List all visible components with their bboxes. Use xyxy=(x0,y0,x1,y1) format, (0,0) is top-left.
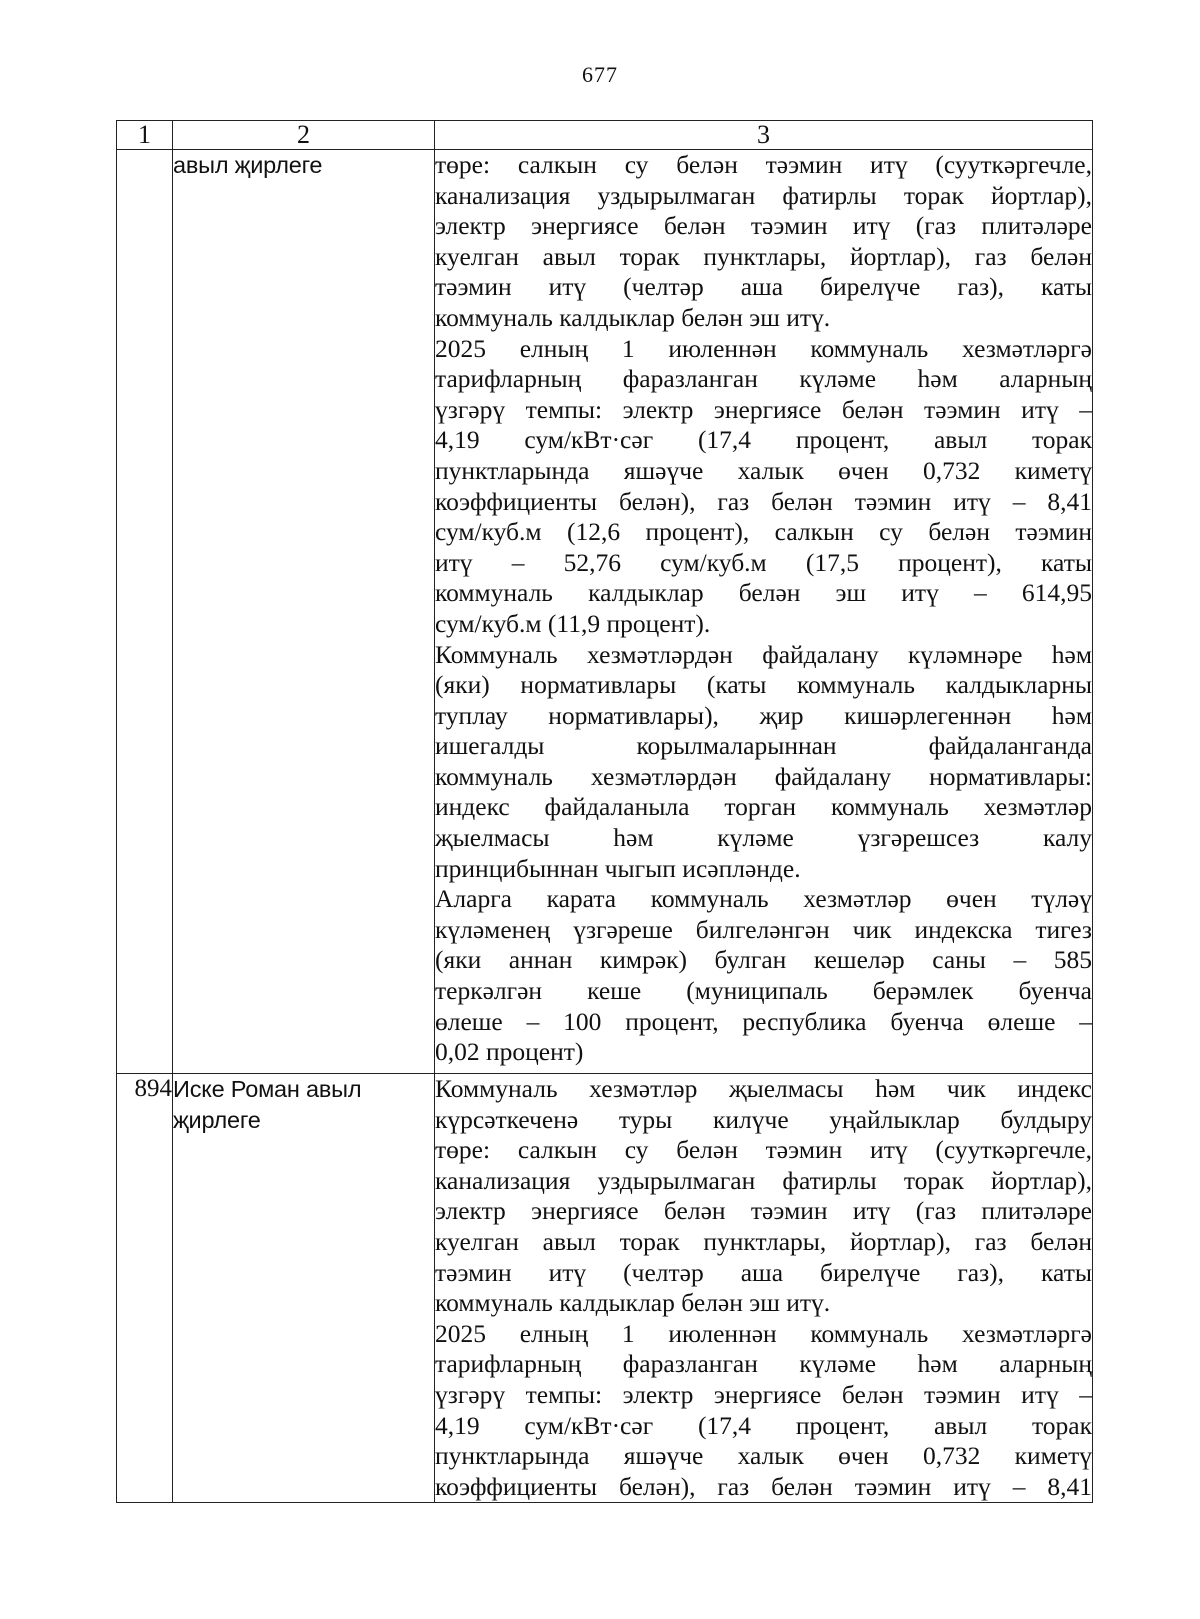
description-cell xyxy=(435,1074,1093,1503)
text-line: 4,19 сум/кВт·сәг (17,4 процент, авыл торак xyxy=(435,425,1092,455)
text-line: куелган авыл торак пунктлары, йортлар), газ белән xyxy=(435,241,1092,271)
text-line: күрсәткеченә туры килүче уңайлыклар булдыру xyxy=(435,1104,1092,1134)
text-line: өлеше – 100 процент, республика буенча өлеше – xyxy=(435,1006,1092,1036)
text-line: үзгәрү темпы: электр энергиясе белән тәэмин итү – xyxy=(435,394,1092,424)
text-line: принцибыннан чыгып исәпләнде. xyxy=(435,853,801,883)
text-line: сум/куб.м (11,9 процент). xyxy=(435,608,711,638)
page-number: 677 xyxy=(582,62,618,87)
text-line: электр энергиясе белән тәэмин итү (газ плитәләре xyxy=(435,1196,1092,1226)
column-header-2: 2 xyxy=(173,121,435,150)
text-line: (яки аннан кимрәк) булган кешеләр саны – 585 xyxy=(435,945,1092,975)
text-line: итү – 52,76 сум/куб.м (17,5 процент), каты xyxy=(435,547,1092,577)
text-line: канализация уздырылмаган фатирлы торак йортлар), xyxy=(435,180,1092,210)
description-cell xyxy=(435,150,1093,1074)
table-row xyxy=(117,1074,1093,1503)
text-line: төре: салкын су белән тәэмин итү (сууткәргечле, xyxy=(435,1135,1092,1165)
settlement-name-cell: Иске Роман авыл җирлеге xyxy=(173,1074,435,1503)
row-number-cell: 894 xyxy=(117,1074,173,1503)
text-line: электр энергиясе белән тәэмин итү (газ плитәләре xyxy=(435,211,1092,241)
text-line: коммуналь калдыклар белән эш итү – 614,95 xyxy=(435,578,1092,608)
text-line: коммуналь калдыклар белән эш итү. xyxy=(435,1288,831,1318)
text-line: индекс файдаланыла торган коммуналь хезмәтләр xyxy=(435,792,1092,822)
text-line: Аларга карата коммуналь хезмәтләр өчен түләү xyxy=(435,884,1092,914)
text-line: җыелмасы һәм күләме үзгәрешсез калу xyxy=(435,823,1092,853)
text-line: теркәлгән кеше (муниципаль берәмлек буенча xyxy=(435,976,1092,1006)
paragraph xyxy=(435,884,1092,1068)
table-row xyxy=(117,150,1093,1074)
text-line: Коммуналь хезмәтләр җыелмасы һәм чик индекс xyxy=(435,1074,1092,1103)
header-row xyxy=(117,121,1093,150)
text-line: (яки) нормативлары (каты коммуналь калдыкларны xyxy=(435,670,1092,700)
text-line: пунктларында яшәүче халык өчен 0,732 киметү xyxy=(435,455,1092,485)
data-table xyxy=(116,120,1093,1503)
column-header-3: 3 xyxy=(435,121,1093,150)
text-line: 4,19 сум/кВт·сәг (17,4 процент, авыл торак xyxy=(435,1410,1092,1440)
text-line: ишегалды корылмаларыннан файдаланганда xyxy=(435,731,1092,761)
text-line: үзгәрү темпы: электр энергиясе белән тәэмин итү – xyxy=(435,1379,1092,1409)
settlement-name-cell: авыл җирлеге xyxy=(173,150,435,1074)
text-line: күләменең үзгәреше билгеләнгән чик индекска тигез xyxy=(435,914,1092,944)
text-line: куелган авыл торак пунктлары, йортлар), газ белән xyxy=(435,1226,1092,1256)
paragraph xyxy=(435,334,1092,640)
text-line: сум/куб.м (12,6 процент), салкын су белән тәэмин xyxy=(435,517,1092,547)
paragraph xyxy=(435,150,1092,334)
column-header-1: 1 xyxy=(117,121,173,150)
text-line: 0,02 процент) xyxy=(435,1037,584,1067)
text-line: Коммуналь хезмәтләрдән файдалану күләмнәре һәм xyxy=(435,639,1092,669)
text-line: коммуналь хезмәтләрдән файдалану нормативлары: xyxy=(435,761,1092,791)
text-line: тарифларның фаразланган күләме һәм аларның xyxy=(435,364,1092,394)
text-line: коэффициенты белән), газ белән тәэмин итү – 8,41 xyxy=(435,1471,1092,1501)
text-line: тәэмин итү (челтәр аша бирелүче газ), каты xyxy=(435,1257,1092,1287)
text-line: туплау нормативлары), җир кишәрлегеннән һәм xyxy=(435,700,1092,730)
text-line: 2025 елның 1 июленнән коммуналь хезмәтләргә xyxy=(435,1318,1092,1348)
text-line: канализация уздырылмаган фатирлы торак йортлар), xyxy=(435,1165,1092,1195)
text-line: 2025 елның 1 июленнән коммуналь хезмәтләргә xyxy=(435,333,1092,363)
paragraph xyxy=(435,1319,1092,1503)
paragraph xyxy=(435,640,1092,885)
text-line: тарифларның фаразланган күләме һәм аларның xyxy=(435,1349,1092,1379)
text-line: пунктларында яшәүче халык өчен 0,732 киметү xyxy=(435,1441,1092,1471)
text-line: төре: салкын су белән тәэмин итү (сууткәргечле, xyxy=(435,150,1092,179)
paragraph xyxy=(435,1074,1092,1319)
row-number-cell xyxy=(117,150,173,1074)
text-line: тәэмин итү (челтәр аша бирелүче газ), каты xyxy=(435,272,1092,302)
text-line: коэффициенты белән), газ белән тәэмин итү – 8,41 xyxy=(435,486,1092,516)
text-line: коммуналь калдыклар белән эш итү. xyxy=(435,302,831,332)
